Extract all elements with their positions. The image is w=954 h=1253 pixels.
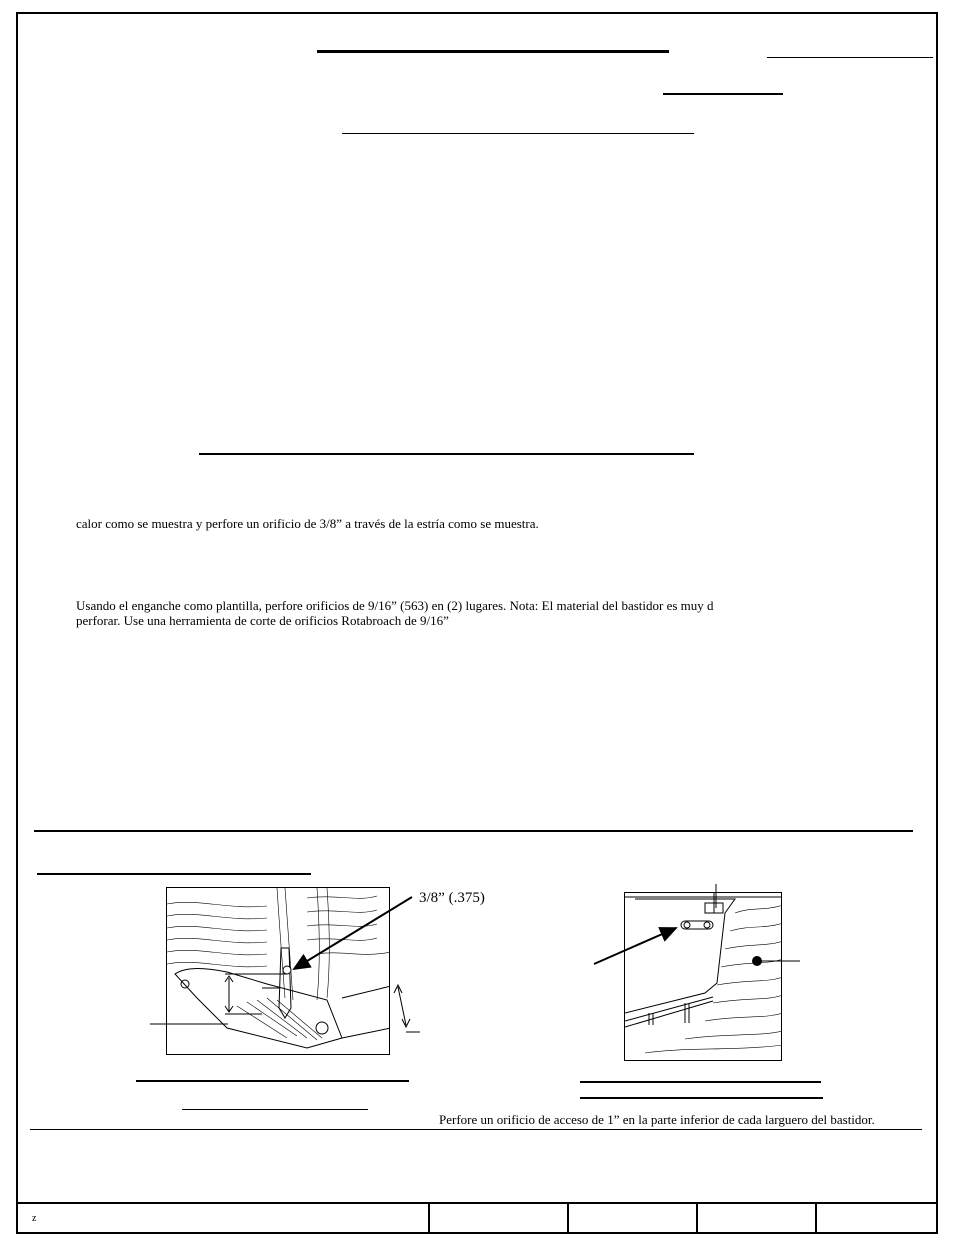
step-a-text: calor como se muestra y perfore un orificio de 3/8” a través de la estría como se muestra.: [76, 516, 539, 531]
dimension-label: 3/8” (.375): [419, 890, 485, 906]
left-figure-callouts: [150, 885, 430, 1045]
title-block-divider: [567, 1204, 569, 1234]
right-figure-callouts: [590, 880, 810, 980]
subtitle-rule: [663, 93, 783, 95]
access-hole-caption: Perfore un orificio de acceso de 1” en la parte inferior de cada larguero del bastidor.: [439, 1112, 875, 1127]
title-block-divider: [696, 1204, 698, 1234]
right-caption-rule: [580, 1081, 821, 1083]
title-block-divider: [815, 1204, 817, 1234]
footer-code: z: [32, 1213, 37, 1224]
bottom-divider: [30, 1129, 922, 1130]
dimension-leader-arrow: [294, 897, 412, 969]
header-right-rule: [767, 57, 933, 58]
left-caption-rule: [136, 1080, 409, 1082]
subheading-rule: [342, 133, 694, 134]
access-hole-arrow: [594, 928, 676, 964]
figures-divider: [34, 830, 913, 832]
title-block-divider: [428, 1204, 430, 1234]
figures-heading-rule: [37, 873, 311, 875]
left-subcaption-rule: [182, 1109, 368, 1110]
title-rule: [317, 50, 669, 53]
step-b-line-2: perforar. Use una herramienta de corte de orificios Rotabroach de 9/16”: [76, 613, 449, 628]
title-block: [16, 1202, 938, 1234]
section-rule: [199, 453, 694, 455]
step-b-line-1: Usando el enganche como plantilla, perfore orificios de 9/16” (563) en (2) lugares. Nota: El material del bastidor es muy d: [76, 598, 714, 613]
right-subcaption-rule: [580, 1097, 823, 1099]
